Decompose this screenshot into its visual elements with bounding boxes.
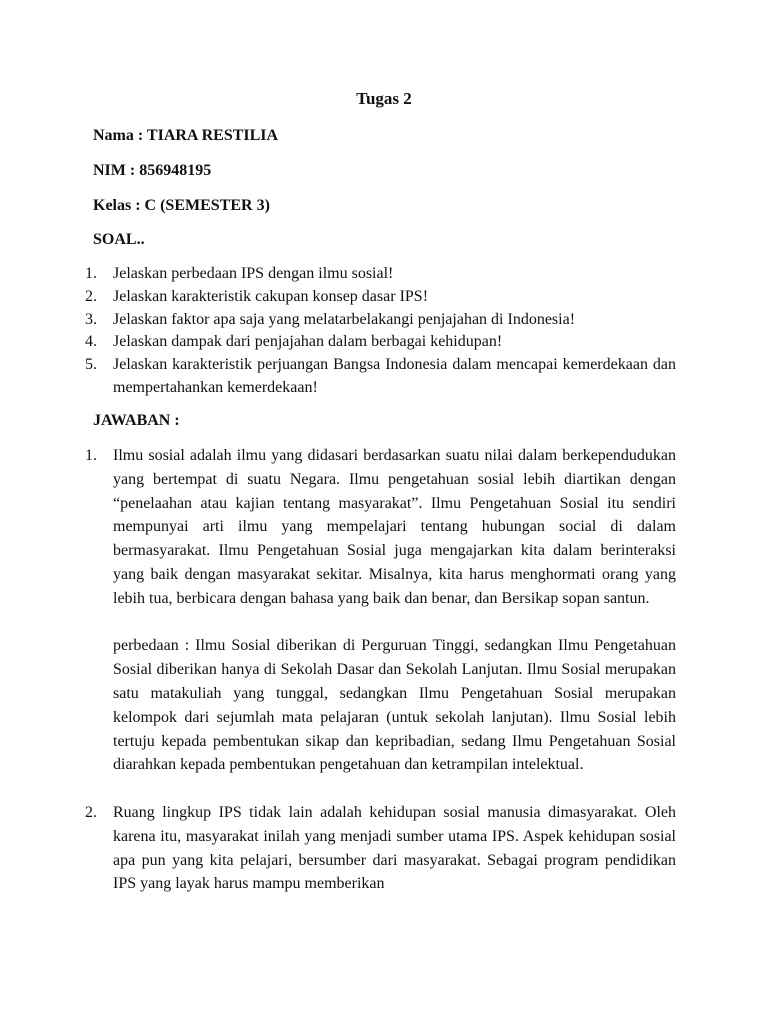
student-name: Nama : TIARA RESTILIA [93, 127, 279, 144]
question-item: 3. Jelaskan faktor apa saja yang melatarbelakangi penjajahan di Indonesia! [85, 310, 576, 328]
answer-list [85, 444, 676, 896]
question-item: 1. Jelaskan perbedaan IPS dengan ilmu sosial! [85, 265, 394, 282]
student-nim: NIM : 856948195 [93, 162, 212, 179]
question-item: 2. Jelaskan karakteristik cakupan konsep dasar IPS! [85, 287, 429, 305]
question-item: 5. Jelaskan karakteristik perjuangan Bangsa Indonesia dalam mencapai kemerdekaan dan mempertahankan kemerdekaan! [85, 356, 676, 396]
answer-item: 1. Ilmu sosial adalah ilmu yang didasari berdasarkan suatu nilai dalam berkependudukan yang bertempat di suatu Negara. Ilmu pengetahuan sosial lebih diartikan dengan “penelaahan atau kajian tentang masyarakat”. Ilmu Pengetahuan Sosial itu sendiri mempunyai arti ilmu yang mempelajari tentang hubungan social di dalam bermasyarakat. Ilmu Pengetahuan Sosial juga mengajarkan kita dalam berinteraksi yang baik dengan masyarakat sekitar. Misalnya, kita harus menghormati orang yang lebih tua, berbicara dengan bahasa yang baik dan benar, dan Bersikap sopan santun. perbedaan : Ilmu Sosial diberikan di Perguruan Tinggi, sedangkan Ilmu Pengetahuan Sosial diberikan hanya di Sekolah Dasar dan Sekolah Lanjutan. Ilmu Sosial merupakan satu matakuliah yang tunggal, sedangkan Ilmu Pengetahuan Sosial merupakan kelompok dari sejumlah mata pelajaran (untuk sekolah lanjutan). Ilmu Sosial lebih tertuju kepada pembentukan sikap dan kepribadian, sedang Ilmu Pengetahuan Sosial diarahkan kepada pembentukan pengetahuan dan ketrampilan intelektual. [85, 444, 676, 777]
student-class: Kelas : C (SEMESTER 3) [93, 197, 270, 214]
document-title: Tugas 2 [356, 89, 412, 108]
answer-paragraph: Ruang lingkup IPS tidak lain adalah kehidupan sosial manusia dimasyarakat. Oleh karena itu, masyarakat inilah yang menjadi sumber utama IPS. Aspek kehidupan sosial apa pun yang kita pelajari, bersumber dari masyarakat. Sebagai program pendidikan IPS yang layak harus mampu memberikan [113, 803, 676, 893]
soal-heading: SOAL.. [93, 231, 145, 248]
question-item: 4. Jelaskan dampak dari penjajahan dalam berbagai kehidupan! [85, 333, 503, 351]
answer-paragraph: Ilmu sosial adalah ilmu yang didasari berdasarkan suatu nilai dalam berkependudukan yang bertempat di suatu Negara. Ilmu pengetahuan sosial lebih diartikan dengan “penelaahan atau kajian tentang masyarakat”. Ilmu Pengetahuan Sosial itu sendiri mempunyai arti ilmu yang mempelajari tentang hubungan social di dalam bermasyarakat. Ilmu Pengetahuan Sosial juga mengajarkan kita dalam berinteraksi yang baik dengan masyarakat sekitar. Misalnya, kita harus menghormati orang yang lebih tua, berbicara dengan bahasa yang baik dan benar, dan Bersikap sopan santun. [113, 447, 676, 607]
answer-paragraph: perbedaan : Ilmu Sosial diberikan di Perguruan Tinggi, sedangkan Ilmu Pengetahuan Sosial diberikan hanya di Sekolah Dasar dan Sekolah Lanjutan. Ilmu Sosial merupakan satu matakuliah yang tunggal, sedangkan Ilmu Pengetahuan Sosial merupakan kelompok dari sejumlah mata pelajaran (untuk sekolah lanjutan). Ilmu Sosial lebih tertuju kepada pembentukan sikap dan kepribadian, sedang Ilmu Pengetahuan Sosial diarahkan kepada pembentukan pengetahuan dan ketrampilan intelektual. [113, 637, 676, 774]
question-list [85, 263, 676, 400]
answer-item: 2. Ruang lingkup IPS tidak lain adalah kehidupan sosial manusia dimasyarakat. Oleh karena itu, masyarakat inilah yang menjadi sumber utama IPS. Aspek kehidupan sosial apa pun yang kita pelajari, bersumber dari masyarakat. Sebagai program pendidikan IPS yang layak harus mampu memberikan [85, 801, 676, 896]
jawaban-heading: JAWABAN : [93, 412, 180, 429]
